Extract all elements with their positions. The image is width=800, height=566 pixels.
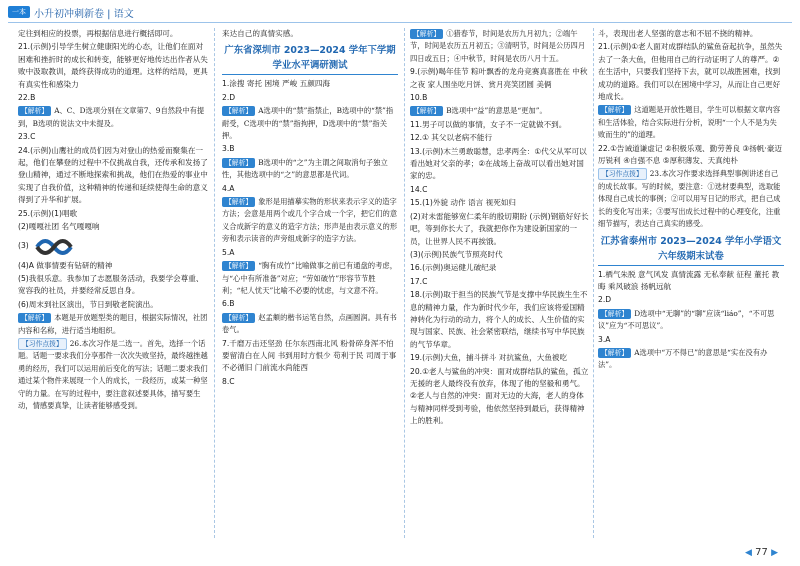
paragraph-text: 斗，表现出老人坚强的意志和不屈不挠的精神。 <box>598 29 758 38</box>
paragraph-text: 5.A <box>222 247 235 257</box>
paragraph-text: 21.(示例)引导学生树立健康阳光的心态，让他们在面对困难和挫折时的成长和转变，能够更好地传达出作者从失败中汲取教训，最终获得成功的道理。这样的结局，更具有真实性和感染力 <box>18 42 208 89</box>
paragraph-text: (6)周末到社区演出，节日到敬老院演出。 <box>18 299 158 309</box>
answer-line <box>18 299 208 311</box>
page-number <box>745 547 778 558</box>
analysis-paragraph <box>410 28 590 65</box>
answer-line <box>410 249 590 261</box>
answer-line <box>18 208 208 220</box>
paragraph-text: 3.B <box>222 144 235 154</box>
paragraph-text: 10.B <box>410 93 428 103</box>
paragraph-text: B选项中的“之”为主谓之间取消句子独立性，其他选项中的“之”的意思都是代词。 <box>222 157 388 180</box>
paragraph-text: 23.本次习作要求选择典型事例讲述自己的成长故事。写的时候，要注意：①选材要典型，选取能体现自己成长的事例；②可以用写日记的形式，把自己成长的变化写出来；③要写出成长过程中的心理变化，注重细节描写，表达自己真实的感受。 <box>598 169 781 229</box>
paragraph-text: A选项中的“禁”指禁止，B选项中的“禁”指耐受，C选项中的“禁”指拘押，D选项中的“禁”指关押。 <box>222 106 394 141</box>
answer-line <box>410 211 590 248</box>
paragraph-text: A选项中“万不得已”的意思是“实在没有办法”。 <box>598 347 768 370</box>
analysis-badge: 【解析】 <box>222 313 255 323</box>
page-header <box>0 0 800 26</box>
answer-line <box>410 146 590 183</box>
answer-line <box>18 131 208 143</box>
analysis-paragraph <box>222 157 398 182</box>
answer-line <box>222 143 398 155</box>
paragraph-text: 26.本次习作是二选一。首先，选择一个话题。话题一要求我们分享那件一次次失败坚持，最终越挫越勇的经历，我们可以运用前后变化的写法；话题二要求我们通过某个物件来展现一个人的成长，一段经历，或某一种坚守的力量。在写的过程中，要注意叙述要具体，描写要生动，情感要真挚，让读者能够感受到。 <box>18 338 208 410</box>
paragraph-text: 19.(示例)大鱼，捕斗拼斗 对抗鲨鱼，大鱼被吃 <box>410 353 568 363</box>
analysis-paragraph <box>222 196 398 246</box>
answer-line <box>410 132 590 144</box>
paragraph-text: 21.(示例)①老人面对成群结队的鲨鱼奋起抗争，虽然失去了一条大鱼，但他用自己的行动证明了人的尊严。②在生活中，只要我们坚持下去，就可以战胜困难，找到成功的道路。我们可以在困境中学习，从而让自己更好地成长。 <box>598 42 783 102</box>
paragraph-text: 象形是用描摹实物的形状来表示字义的造字方法；会意是用两个或几个字合成一个字，把它们的意义合成新字的意义的造字方法；形声是由表示意义的形旁和表示读音的声旁组成新字的造字方法。 <box>222 197 398 244</box>
analysis-badge: 【解析】 <box>410 29 443 39</box>
knot-logo-icon <box>33 235 75 259</box>
paragraph-text: 8.C <box>222 376 235 386</box>
analysis-badge: 【解析】 <box>410 106 443 116</box>
paragraph-text: 2.D <box>598 295 612 305</box>
paragraph-text: 12.① 其父以老病不能行 <box>410 133 493 143</box>
answer-line <box>222 92 398 104</box>
analysis-badge: 【解析】 <box>598 105 631 115</box>
paragraph-text: 11.男子可以做的事情，女子不一定就做不到。 <box>410 119 567 129</box>
paragraph-text: ①猎春节，时间是农历九月初九；②端午节，时间是农历五月初五；③清明节，时间是公历四月四日或五日；④中秋节，时间是农历八月十五。 <box>410 29 586 63</box>
paragraph-text: 22.①告诫道谦虚记 ②积极乐观、勤劳善良 ③扬帆·豪迈厉锐利 ④自强不息 ⑤厚积薄发、天真纯朴 <box>598 143 783 166</box>
paragraph-text: 24.(示例)山鹰社的成员们因为对登山的热爱而聚集在一起，他们在攀登的过程中不仅挑战自我，还传承和发扬了登山精神，通过不断地探索和挑战，他们在热爱的事业中实现了自我价值，这种精神的传递和延续使得生命的意义得到了升华和扩展。 <box>18 145 208 205</box>
paragraph-text: 1.涂搜 寄托 困境 严峻 五颜四海 <box>222 79 331 89</box>
paragraph-text: 1.栖气朱脱 意气风发 真情流露 无私奉献 征程 董托 教晦 乘风破浪 扬帆远航 <box>598 269 780 291</box>
answer-line <box>410 184 590 196</box>
answer-line <box>410 92 590 104</box>
section-title: 广东省深圳市 2023—2024 学年下学期学业水平调研测试 <box>222 43 398 75</box>
answer-line <box>598 294 784 306</box>
analysis-paragraph <box>222 312 398 337</box>
paragraph-text: 22.B <box>18 93 36 103</box>
answer-line <box>222 78 398 90</box>
analysis-paragraph <box>598 347 784 372</box>
paragraph-text: 4.A <box>222 183 235 193</box>
answer-line <box>222 247 398 259</box>
brand-logo: 一本 <box>8 6 30 18</box>
logo-sketch <box>18 235 208 259</box>
paragraph-text: (3)(示例)民族气节照亮时代 <box>410 249 503 259</box>
column-divider <box>404 28 405 538</box>
paragraph-text: 定往到相应的投票，再根据信息进行概括即可。 <box>18 29 178 38</box>
answer-line <box>18 41 208 91</box>
analysis-paragraph <box>222 105 398 142</box>
header-divider <box>8 22 792 23</box>
writing-tip-badge: 【习作点拨】 <box>18 338 67 350</box>
paragraph-text: 来达自己的真情实感。 <box>222 29 298 38</box>
paragraph-text: 这道题是开放性题目，学生可以根据文章内容和生活体验，结合实际进行分析，说明“一个人不是为失败而生的”的道理。 <box>598 105 781 140</box>
paragraph-text: 20.①老人与鲨鱼的冲突：面对成群结队的鲨鱼，孤立无援的老人最终没有放弃，体现了他的坚毅和勇气。②老人与自然的冲突：面对无边的大海，老人的身体与精神同样受到考验，他依然坚持到最后，获得精神上的胜利。 <box>410 366 589 426</box>
paragraph-text: 23.C <box>18 132 36 142</box>
column-1 <box>18 28 208 540</box>
column-4 <box>598 28 784 540</box>
answer-line <box>410 262 590 274</box>
analysis-badge: 【解析】 <box>598 348 631 358</box>
paragraph-text: 14.C <box>410 184 428 194</box>
analysis-badge: 【解析】 <box>222 197 255 207</box>
analysis-badge: 【解析】 <box>598 309 631 319</box>
paragraph-text: (2)嘎嘎社团 名气嘎嘎响 <box>18 222 100 232</box>
paragraph-text: B选项中“益”的意思是“更加”。 <box>446 106 547 116</box>
answer-line <box>18 273 208 298</box>
prev-arrow-icon[interactable]: ◀ <box>745 548 752 558</box>
paragraph-text: 18.(示例)取于担当的民族气节是支撑中华民族生生不息的精神力量，作为新时代少年，我们应该将爱国精神转化为行动的动力，将个人的成长、人生价值的实现与国家、民族、社会紧密联结，继续书写中华民族的气节华章。 <box>410 290 588 349</box>
paragraph-text: 本题是开放题型类的题目，根据实际情况，社团内容和名称，进行适当地组织。 <box>18 313 208 335</box>
paragraph-text: (5)我很乐意。我参加了志愿服务活动，我要学会尊重、宽容我的社员，并要经常反思自身。 <box>18 273 204 296</box>
item-label: (3) <box>18 241 29 251</box>
answer-line <box>410 366 590 428</box>
book-title: 小升初冲刺新卷 | 语文 <box>34 9 134 20</box>
answer-line <box>410 289 590 351</box>
analysis-badge: 【解析】 <box>18 313 51 323</box>
analysis-badge: 【解析】 <box>222 261 255 271</box>
paragraph-text: A、C、D选项分别在文章第7、9自然段中有提到，B选项的说法文中未提及。 <box>18 106 205 128</box>
analysis-paragraph <box>18 338 208 412</box>
answer-line <box>18 260 208 272</box>
paragraph-text: (2)对未雷能够宽仁柔年的殷切期盼 (示例)钢筋好好长吧，等到你长大了，我就把你作为建设新国家的一员，让世界人民不再挨饿。 <box>410 211 589 246</box>
analysis-badge: 【解析】 <box>222 106 255 116</box>
paragraph-text: D选项中“无聊”的“聊”应读“liáo”，“不可思议”应为“不可思议”。 <box>598 308 775 331</box>
answer-line <box>598 269 784 294</box>
analysis-paragraph <box>18 105 208 130</box>
page-number-text: 77 <box>755 547 768 558</box>
paragraph-text: “胸有成竹”比喻做事之前已有通盘的考虑，与“心中有所准备”对应；“劳如破竹”形容节节胜利；“杞人忧天”比喻不必要的忧虑，与文意不符。 <box>222 261 397 295</box>
paragraph-text: 9.(示例)喝年佳节 粽叶飘香的龙舟竞赛真喜胜在 中秋之夜 家人围坐吃月饼、赏月亮笑团圆 美俩 <box>410 67 588 89</box>
analysis-paragraph <box>598 104 784 141</box>
answer-line <box>410 66 590 91</box>
answer-line <box>598 41 784 103</box>
answer-line <box>598 334 784 346</box>
answer-line <box>18 28 208 40</box>
analysis-badge: 【解析】 <box>18 106 51 116</box>
section-title: 江苏省泰州市 2023—2024 学年小学语文六年级期末试卷 <box>598 234 784 266</box>
paragraph-text: 赵孟頫的楷书运笔自然，点画圆润。具有书卷气。 <box>222 312 397 335</box>
paragraph-text: 6.B <box>222 299 235 309</box>
paragraph-text: 16.(示例)奥运健儿破纪录 <box>410 263 497 273</box>
paragraph-text: 3.A <box>598 334 611 344</box>
column-divider <box>593 28 594 538</box>
answer-line <box>598 28 784 40</box>
analysis-paragraph <box>598 308 784 333</box>
paragraph-text: 17.C <box>410 276 428 286</box>
next-arrow-icon[interactable]: ▶ <box>771 548 778 558</box>
analysis-paragraph <box>410 105 590 117</box>
answer-line <box>18 92 208 104</box>
answer-line <box>410 119 590 131</box>
answer-line <box>410 352 590 364</box>
paragraph-text: 13.(示例)木兰勇敢聪慧，忠孝两全：①代父从军可以看出她对父亲的孝；②在战场上奋战可以看出她对国家的忠。 <box>410 146 587 181</box>
paragraph-text: 2.D <box>222 92 236 102</box>
paragraph-text: 7.千磨万击还坚劲 任尔东西南北风 粉骨碎身浑不怕 要留清白在人间 书到用时方恨少 苟利于民 司周于事 不必循旧 门前流水尚能西 <box>222 338 397 373</box>
answer-line <box>222 376 398 388</box>
analysis-badge: 【解析】 <box>222 158 255 168</box>
answer-line <box>410 276 590 288</box>
analysis-paragraph <box>222 260 398 297</box>
writing-tip-badge: 【习作点拨】 <box>598 168 647 180</box>
analysis-paragraph <box>18 312 208 337</box>
column-divider <box>214 28 215 538</box>
answer-line <box>222 28 398 40</box>
answer-line <box>410 197 590 209</box>
answer-line <box>222 338 398 375</box>
column-3 <box>410 28 590 540</box>
answer-line <box>18 221 208 233</box>
column-2 <box>222 28 398 540</box>
answer-line <box>598 143 784 168</box>
answer-line <box>222 183 398 195</box>
paragraph-text: (4)A 做事情要有钻研的精神 <box>18 260 113 270</box>
analysis-paragraph <box>598 168 784 230</box>
answer-line <box>18 145 208 207</box>
answer-line <box>222 298 398 310</box>
paragraph-text: 25.(示例)(1)唱歌 <box>18 208 78 218</box>
paragraph-text: 15.(1)外貌 动作 语言 视死如归 <box>410 198 517 208</box>
